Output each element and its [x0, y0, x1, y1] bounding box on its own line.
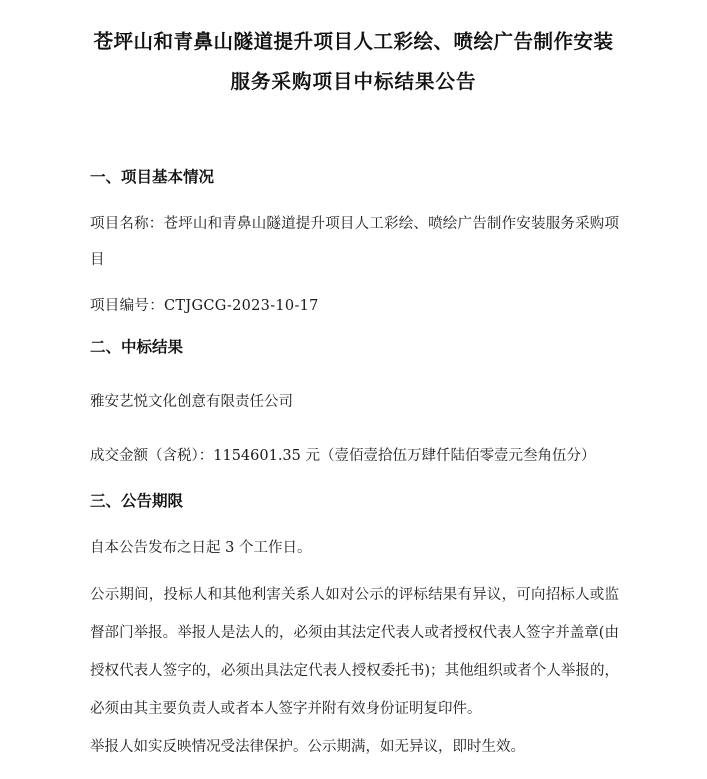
- paragraph-contract-amount: 成交金额（含税）：1154601.35 元（壹佰壹拾伍万肆仟陆佰零壹元叁角伍分）: [90, 448, 596, 464]
- section-heading-project-info: 一、项目基本情况: [90, 167, 215, 186]
- spacer: [88, 474, 619, 488]
- spacer: [88, 420, 619, 438]
- spacer: [88, 366, 619, 384]
- spacer: [88, 520, 619, 530]
- paragraph-objection-procedure: 公示期间，投标人和其他利害关系人如对公示的评标结果有异议，可向招标人或监督部门举报。举报人是法人的，必须由其法定代表人或者授权代表人签字并盖章(由授权代表人签字的，必须出具法定代表人授权委托书)；其他组织或者个人举报的，必须由其主要负责人或者本人签字并附有效身份证明复印件。: [90, 587, 619, 717]
- title-spacer: [88, 102, 619, 164]
- paragraph-project-number: 项目编号：CTJGCG-2023-10-17: [90, 298, 319, 314]
- paragraph-legal-protection: 举报人如实反映情况受法律保护。公示期满，如无异议，即时生效。: [90, 739, 525, 755]
- spacer: [88, 324, 619, 334]
- paragraph-winning-supplier: 雅安艺悦文化创意有限责任公司: [90, 394, 293, 410]
- page-title: [88, 22, 619, 102]
- page-title-line-1: 苍坪山和青鼻山隧道提升项目人工彩绘、喷绘广告制作安装: [93, 30, 614, 53]
- page-title-line-2: 服务采购项目中标结果公告: [230, 70, 477, 93]
- section-heading-bid-result: 二、中标结果: [90, 337, 184, 356]
- paragraph-project-name: 项目名称：苍坪山和青鼻山隧道提升项目人工彩绘、喷绘广告制作安装服务采购项目: [90, 216, 619, 268]
- spacer: [88, 566, 619, 576]
- spacer: [88, 278, 619, 288]
- spacer: [88, 196, 619, 206]
- section-heading-announcement-period: 三、公告期限: [90, 491, 184, 510]
- paragraph-period-days: 自本公告发布之日起 3 个工作日。: [90, 540, 312, 556]
